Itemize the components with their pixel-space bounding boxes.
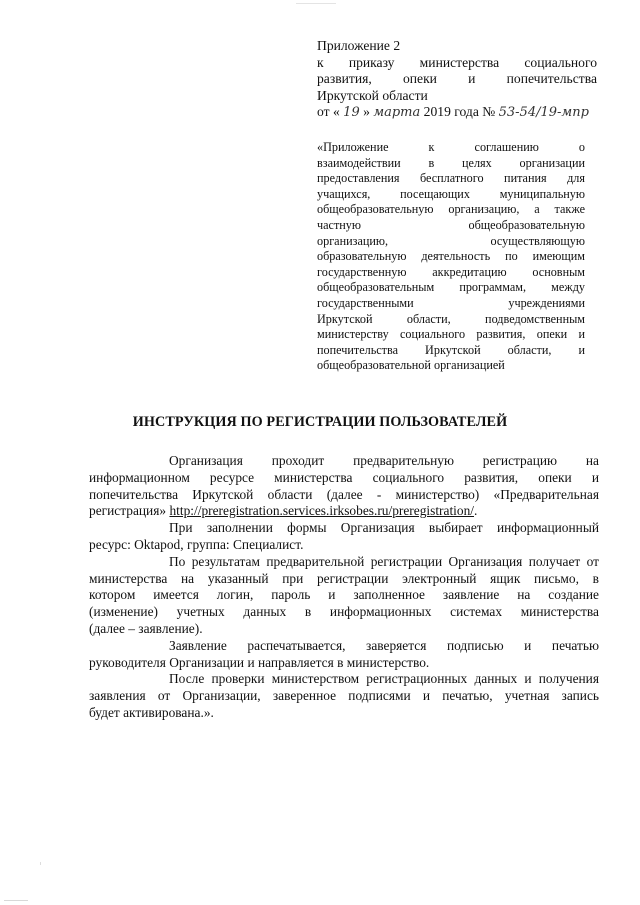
annex-line: попечительства Иркутской области, и xyxy=(317,342,585,357)
date-day-handwritten: 19 xyxy=(343,105,360,120)
annex-line: предоставления бесплатного питания для xyxy=(317,171,585,186)
date-mid: » xyxy=(363,104,370,119)
appendix-label: Приложение 2 xyxy=(317,38,401,53)
order-date-line xyxy=(317,104,597,122)
order-number-handwritten: 53-54/19-мпр xyxy=(498,105,589,120)
date-month-handwritten: марта xyxy=(373,105,421,120)
annex-line: «Приложение к соглашению о xyxy=(317,140,585,154)
annex-line: образовательную деятельность по имеющим xyxy=(317,249,585,264)
paragraph-line: (далее – заявление). xyxy=(89,620,203,636)
annex-line: государственную аккредитацию основным xyxy=(317,264,585,279)
paragraph-line: котором имеется логин, пароль и заполненное заявление на создание xyxy=(89,587,599,603)
paragraph-line: При заполнении формы Организация выбирает информационный xyxy=(169,520,599,536)
paragraph-line: ресурс: Oktapod, группа: Специалист. xyxy=(89,536,304,552)
paragraph-2 xyxy=(89,520,599,554)
paragraph-line: После проверки министерством регистрационных данных и получения xyxy=(169,671,599,687)
order-header xyxy=(317,38,597,122)
paragraph-line: попечительства Иркутской области (далее - министерство) «Предварительная xyxy=(89,486,599,502)
order-line-2: развития, опеки и попечительства xyxy=(317,71,597,86)
paragraph-line: (изменение) учетных данных в информационных системах министерства xyxy=(89,604,599,620)
paragraph-line: заявления от Организации, заверенное подписями и печатью, учетная запись xyxy=(89,688,599,704)
annex-line: государственными учреждениями xyxy=(317,295,585,310)
date-prefix: от « xyxy=(317,104,340,119)
annex-line: общеобразовательной организацией xyxy=(317,358,505,373)
registration-link[interactable]: http://preregistration.services.irksobes.ru/preregistration/ xyxy=(169,503,475,519)
paragraph-5 xyxy=(89,671,599,721)
paragraph-line: Заявление распечатывается, заверяется подписью и печатью xyxy=(169,637,599,653)
paragraph-3 xyxy=(89,554,599,638)
order-line-3: Иркутской области xyxy=(317,87,428,103)
annex-line: организацию, осуществляющую xyxy=(317,233,585,248)
paragraph-line: информационном ресурсе министерства социального развития, опеки и xyxy=(89,469,599,485)
paragraph-line: министерства на указанный при регистрации электронный ящик письмо, в xyxy=(89,570,599,586)
paragraph-line: будет активирована.». xyxy=(89,704,214,720)
annex-line: общеобразовательным программам, между xyxy=(317,280,585,295)
order-line-1: к приказу министерства социального xyxy=(317,54,597,70)
annex-description xyxy=(317,140,585,374)
scan-artifact xyxy=(40,862,41,865)
paragraph-4 xyxy=(89,638,599,672)
annex-line: общеобразовательную организацию, а также xyxy=(317,202,585,217)
date-year: 2019 года № xyxy=(423,104,496,119)
scan-artifact xyxy=(296,3,336,4)
scan-artifact xyxy=(4,900,28,901)
paragraph-line: По результатам предварительной регистрации Организация получает от xyxy=(169,553,599,569)
annex-line: взаимодействии в целях организации xyxy=(317,155,585,170)
document-title: ИНСТРУКЦИЯ ПО РЕГИСТРАЦИИ ПОЛЬЗОВАТЕЛЕЙ xyxy=(132,414,508,430)
period: . xyxy=(474,503,478,519)
paragraph-line xyxy=(49,503,599,520)
paragraph-line: руководителя Организации и направляется в министерство. xyxy=(89,654,430,670)
instruction-body xyxy=(89,453,599,722)
annex-line: частную общеобразовательную xyxy=(317,217,585,232)
annex-line: Иркутской области, подведомственным xyxy=(317,311,585,326)
annex-line: министерству социального развития, опеки и xyxy=(317,327,585,342)
paragraph-line: Организация проходит предварительную регистрацию на xyxy=(169,453,599,468)
registration-label: регистрация» xyxy=(89,503,167,519)
paragraph-1 xyxy=(89,453,599,520)
annex-line: учащихся, посещающих муниципальную xyxy=(317,186,585,201)
